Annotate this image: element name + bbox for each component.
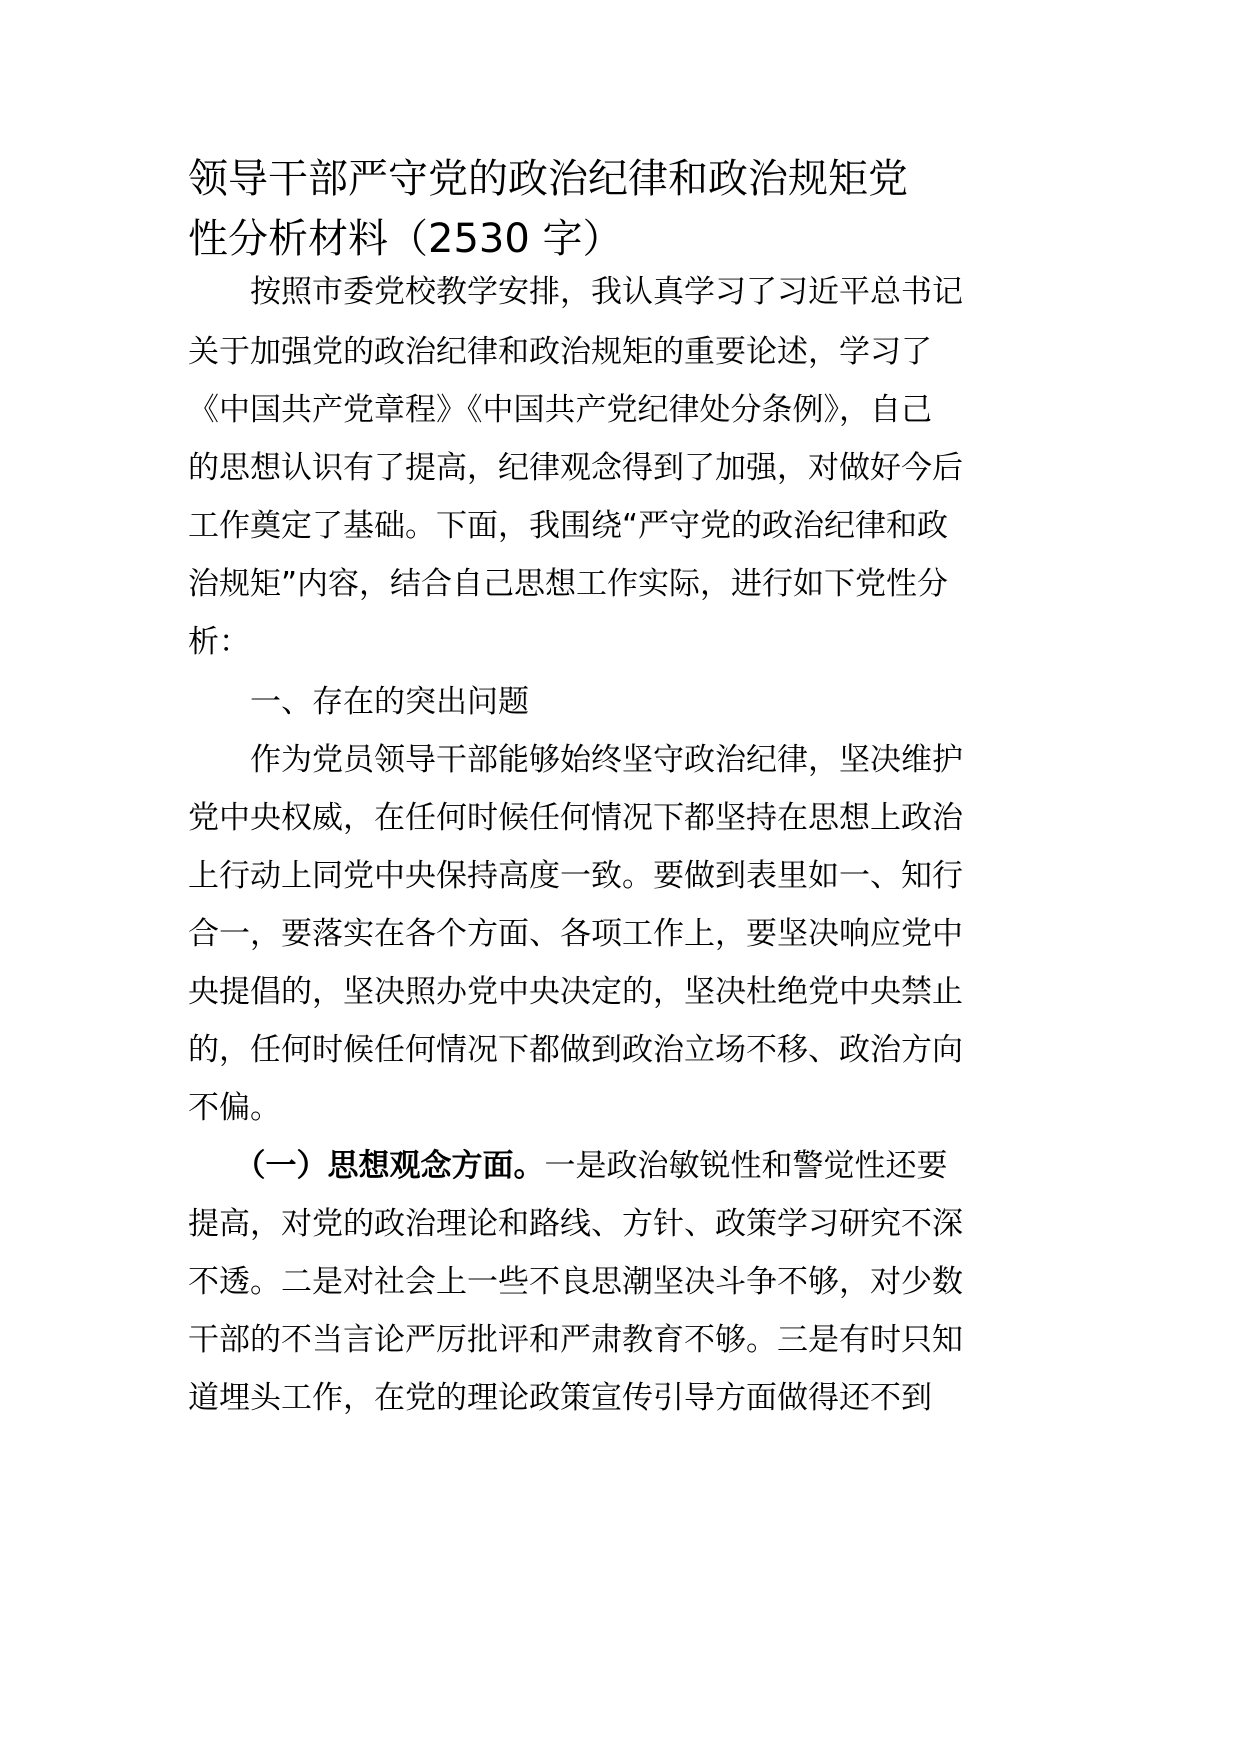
paragraph-3-line-4: 干部的不当言论严厉批评和严肃教育不够。三是有时只知 — [188, 1322, 963, 1358]
paragraph-2-line-7: 不偏。 — [188, 1090, 281, 1126]
paragraph-1-line-6: 治规矩”内容，结合自己思想工作实际，进行如下党性分 — [188, 566, 949, 602]
paragraph-1-line-7: 析： — [188, 624, 250, 660]
paragraph-3-line-5: 道埋头工作，在党的理论政策宣传引导方面做得还不到 — [188, 1380, 932, 1416]
paragraph-1-line-2: 关于加强党的政治纪律和政治规矩的重要论述，学习了 — [188, 334, 932, 370]
paragraph-2-line-3: 上行动上同党中央保持高度一致。要做到表里如一、知行 — [188, 858, 963, 894]
paragraph-1-line-4: 的思想认识有了提高，纪律观念得到了加强，对做好今后 — [188, 450, 963, 486]
paragraph-3-line-1-rest: 一是政治敏锐性和警觉性还要 — [544, 1148, 948, 1184]
paragraph-2-line-4: 合一，要落实在各个方面、各项工作上，要坚决响应党中 — [188, 916, 963, 952]
document-title-line-2: 性分析材料（2530 字） — [188, 216, 623, 262]
section-1-heading: 一、存在的突出问题 — [188, 684, 529, 720]
paragraph-2-line-6: 的，任何时候任何情况下都做到政治立场不移、政治方向 — [188, 1032, 963, 1068]
paragraph-2-line-2: 党中央权威，在任何时候任何情况下都坚持在思想上政治 — [188, 800, 963, 836]
paragraph-1-line-3: 《中国共产党章程》《中国共产党纪律处分条例》，自己 — [188, 392, 932, 428]
paragraph-3-line-2: 提高，对党的政治理论和路线、方针、政策学习研究不深 — [188, 1206, 963, 1242]
paragraph-3-line-3: 不透。二是对社会上一些不良思潮坚决斗争不够，对少数 — [188, 1264, 963, 1300]
subsection-heading-thought: （一）思想观念方面。 — [188, 1148, 545, 1184]
paragraph-2-line-5: 央提倡的，坚决照办党中央决定的，坚决杜绝党中央禁止 — [188, 974, 963, 1010]
paragraph-3-line-1 — [188, 1136, 1058, 1196]
paragraph-1-line-5: 工作奠定了基础。下面，我围绕“严守党的政治纪律和政 — [188, 508, 949, 544]
paragraph-1-line-1: 按照市委党校教学安排，我认真学习了习近平总书记 — [188, 274, 963, 310]
paragraph-2-line-1: 作为党员领导干部能够始终坚守政治纪律，坚决维护 — [188, 742, 963, 778]
document-title-line-1: 领导干部严守党的政治纪律和政治规矩党 — [188, 156, 908, 202]
